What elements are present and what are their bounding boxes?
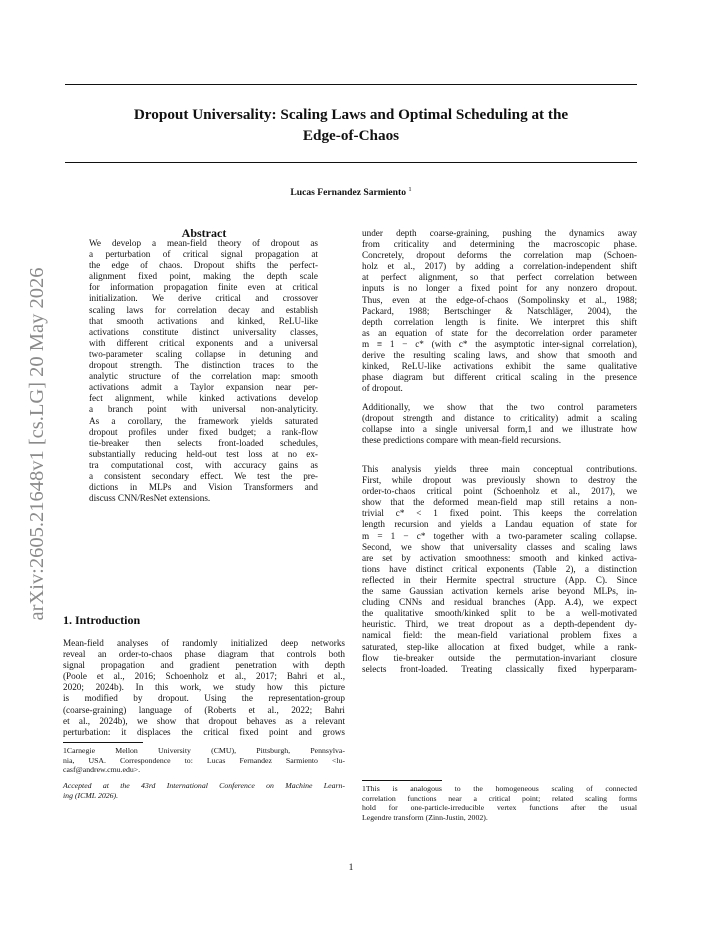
- left-footnote-line: casf@andrew.cmu.edu>.: [63, 765, 141, 775]
- right-footnote-line: correlation functions near a critical point; related scaling forms: [362, 793, 637, 803]
- right-para3-line: length recursion and yields a Landau equation of state for: [362, 519, 637, 530]
- abstract-heading: Abstract: [181, 226, 227, 240]
- abstract-body: [89, 238, 318, 504]
- intro-lines-line: reveal an order-to-chaos phase diagram that controls both: [63, 649, 345, 660]
- right-para1-line: from criticality and determining the macroscopic phase.: [362, 239, 637, 250]
- abstract-lines-line: that smooth activations and kinked, ReLU-like: [89, 315, 318, 326]
- right-para3-line: cluding CNNs and residual branches (App. A.4), we expect: [362, 597, 637, 608]
- introduction-body: [63, 638, 345, 738]
- right-para3-line: order-to-chaos critical point (Schoenholz et al., 2017), we: [362, 486, 637, 497]
- intro-right-paragraph-1: [362, 228, 637, 394]
- abstract-lines-line: discuss CNN/ResNet extensions.: [89, 493, 211, 504]
- right-para1-line: of dropout.: [362, 383, 403, 394]
- abstract-lines-line: a branch point with universal non-analyticity.: [89, 404, 318, 415]
- abstract-lines-line: As a corollary, the framework yields saturated: [89, 415, 318, 426]
- right-footnote-rule: [362, 780, 442, 781]
- top-rule: [65, 84, 637, 85]
- author-name: Lucas Fernandez Sarmiento: [290, 187, 406, 199]
- abstract-lines-line: for information propagation finite even at critical: [89, 282, 318, 293]
- right-para3-line: show that the deformed mean-field map still retains a non-: [362, 497, 637, 508]
- abstract-lines-line: dictions in MLPs and Vision Transformers and: [89, 482, 318, 493]
- intro-lines-line: is modified by dropout. Using the representation-group: [63, 693, 345, 704]
- intro-right-paragraph-3: [362, 464, 637, 675]
- intro-lines-line: Mean-field analyses of randomly initialized deep networks: [63, 638, 345, 648]
- paper-title-line-1: Dropout Universality: Scaling Laws and Optimal Scheduling at the: [133, 106, 569, 123]
- abstract-lines-line: scaling laws for correlation decay and establish: [89, 304, 318, 315]
- abstract-lines-line: analytic structure of the correlation map: smooth: [89, 371, 318, 382]
- right-para3-line: the qualitative smooth/kinked split to be a well-motivated: [362, 608, 637, 619]
- right-para1-line: phase diagram but different critical scaling in the presence: [362, 372, 637, 383]
- right-para3-line: trivial c* < 1 fixed point. This keeps the correlation: [362, 508, 637, 519]
- abstract-lines-line: We develop a mean-field theory of dropout as: [89, 238, 318, 248]
- left-footnote-rule: [63, 742, 143, 743]
- right-para2-line: Additionally, we show that the two control parameters: [362, 402, 637, 412]
- right-para3-line: namical field: the mean-field variational problem fixes a: [362, 630, 637, 641]
- title-bottom-rule: [65, 162, 637, 163]
- left-footnote-line: 1Carnegie Mellon University (CMU), Pittsburgh, Pennsylva-: [63, 746, 345, 755]
- right-para3-line: Second, we show that universality classes and scaling laws: [362, 541, 637, 552]
- right-footnote-line: Legendre transform (Zinn-Justin, 2002).: [362, 812, 488, 822]
- intro-lines-line: et al., 2024b), we show that dropout behaves as a relevant: [63, 715, 345, 726]
- abstract-lines-line: a perturbation of critical signal propagation at: [89, 249, 318, 260]
- right-para1-line: derive the resulting scaling laws, and show that smooth and: [362, 350, 637, 361]
- right-para3-line: This analysis yields three main conceptual contributions.: [362, 464, 637, 474]
- right-para3-line: flow tie-breaker outside the permutation-invariant closure: [362, 652, 637, 663]
- left-footnote-line: nia, USA. Correspondence to: Lucas Fernandez Sarmiento <lu-: [63, 755, 345, 765]
- author-affiliation-mark: 1: [408, 186, 412, 193]
- right-para2-line: (dropout strength and distance to criticality) admit a scaling: [362, 413, 637, 424]
- right-para3-line: m = 1 − c* together with a two-parameter scaling collapse.: [362, 530, 637, 541]
- right-para3-line: selects front-loaded. Treating classically fixed hyperparam-: [362, 663, 637, 674]
- accepted-note: [63, 781, 345, 800]
- scaling-footnote: [362, 784, 637, 822]
- right-para1-line: kinked, ReLU-like activations exhibit the same qualitative: [362, 361, 637, 372]
- right-para1-line: Packard, 1988; Bertschinger & Natschläger, 2004), the: [362, 305, 637, 316]
- accepted-lines-line: Accepted at the 43rd International Conference on Machine Learn-: [63, 781, 345, 790]
- right-para1-line: as an equation of state for the decorrelation order parameter: [362, 327, 637, 338]
- intro-lines-line: 2020; 2024b). In this work, we study how this picture: [63, 682, 345, 693]
- right-para3-line: First, while dropout was previously shown to destroy the: [362, 475, 637, 486]
- abstract-lines-line: fect alignment, while kinked activations develop: [89, 393, 318, 404]
- right-para1-line: Concretely, dropout deforms the correlation map (Schoen-: [362, 250, 637, 261]
- right-para3-line: are set by activation smoothness: smooth and kinked activa-: [362, 552, 637, 563]
- paper-title-line-2: Edge-of-Chaos: [302, 127, 400, 144]
- abstract-lines-line: a consistent secondary effect. We test the pre-: [89, 470, 318, 481]
- intro-right-paragraph-2: [362, 402, 637, 446]
- right-para1-line: depth correlation length is finite. We interpret this shift: [362, 316, 637, 327]
- abstract-lines-line: tie-breaker then selects front-loaded schedules,: [89, 437, 318, 448]
- intro-lines-line: (coarse-graining) language of (Roberts et al., 2022; Bahri: [63, 704, 345, 715]
- right-para1-line: Thus, even at the edge-of-chaos (Sompolinsky et al., 1988;: [362, 294, 637, 305]
- right-para2-line: collapse into a single universal form,1 and we illustrate how: [362, 424, 637, 435]
- right-para1-line: under depth coarse-graining, pushing the dynamics away: [362, 228, 637, 238]
- intro-lines-line: signal propagation and gradient penetration with depth: [63, 660, 345, 671]
- right-footnote-line: 1This is analogous to the homogeneous scaling of connected: [362, 784, 637, 793]
- abstract-lines-line: substantially reducing held-out test loss at no ex-: [89, 448, 318, 459]
- intro-lines-line: perturbation: it displaces the critical fixed point and grows: [63, 726, 345, 737]
- right-para3-line: tions have distinct critical exponents (Table 2), a distinction: [362, 563, 637, 574]
- page-number: 1: [348, 862, 354, 873]
- right-para3-line: the same Gaussian activation kernels arise beyond MLPs, in-: [362, 586, 637, 597]
- abstract-lines-line: dropout strength. The distinction traces to the: [89, 360, 318, 371]
- abstract-lines-line: alignment fixed point, making the depth scale: [89, 271, 318, 282]
- right-para2-line: these predictions compare with mean-field recursions.: [362, 435, 561, 446]
- right-para3-line: heuristic. Third, we treat dropout as a depth-dependent dy-: [362, 619, 637, 630]
- right-footnote-line: hold for one-particle-irreducible vertex functions after the usual: [362, 803, 637, 813]
- abstract-lines-line: initialization. We derive critical and crossover: [89, 293, 318, 304]
- affiliation-footnote: [63, 746, 345, 775]
- right-para1-line: holz et al., 2017) by adding a correlation-independent shift: [362, 261, 637, 272]
- accepted-lines-line: ing (ICML 2026).: [63, 790, 119, 800]
- intro-lines-line: (Poole et al., 2016; Schoenholz et al., 2017; Bahri et al.,: [63, 671, 345, 682]
- author-line: [65, 186, 637, 198]
- right-para1-line: m ≡ 1 − c* (with c* the asymptotic inter-signal correlation),: [362, 338, 637, 349]
- abstract-lines-line: activations admit a Taylor expansion near per-: [89, 382, 318, 393]
- right-para3-line: reflected in their Hermite spectral structure (App. C). Since: [362, 574, 637, 585]
- abstract-lines-line: dropout profiles under fixed budget; a rank-flow: [89, 426, 318, 437]
- right-para1-line: at perfect alignment, so that perfect correlation between: [362, 272, 637, 283]
- right-para1-line: inputs is no longer a fixed point for any nonzero dropout.: [362, 283, 637, 294]
- abstract-lines-line: two-parameter scaling collapse in detuning and: [89, 348, 318, 359]
- introduction-heading: 1. Introduction: [63, 613, 141, 627]
- abstract-lines-line: the edge of chaos. Dropout shifts the perfect-: [89, 260, 318, 271]
- right-para3-line: saturated, step-like allocation at fixed budget, while a rank-: [362, 641, 637, 652]
- abstract-lines-line: with different critical exponents and a universal: [89, 337, 318, 348]
- abstract-lines-line: activations constitute distinct universality classes,: [89, 326, 318, 337]
- abstract-lines-line: tra computational cost, with accuracy gains as: [89, 459, 318, 470]
- arxiv-stamp-text: arXiv:2605.21648v1 [cs.LG] 20 May 2026: [26, 267, 48, 621]
